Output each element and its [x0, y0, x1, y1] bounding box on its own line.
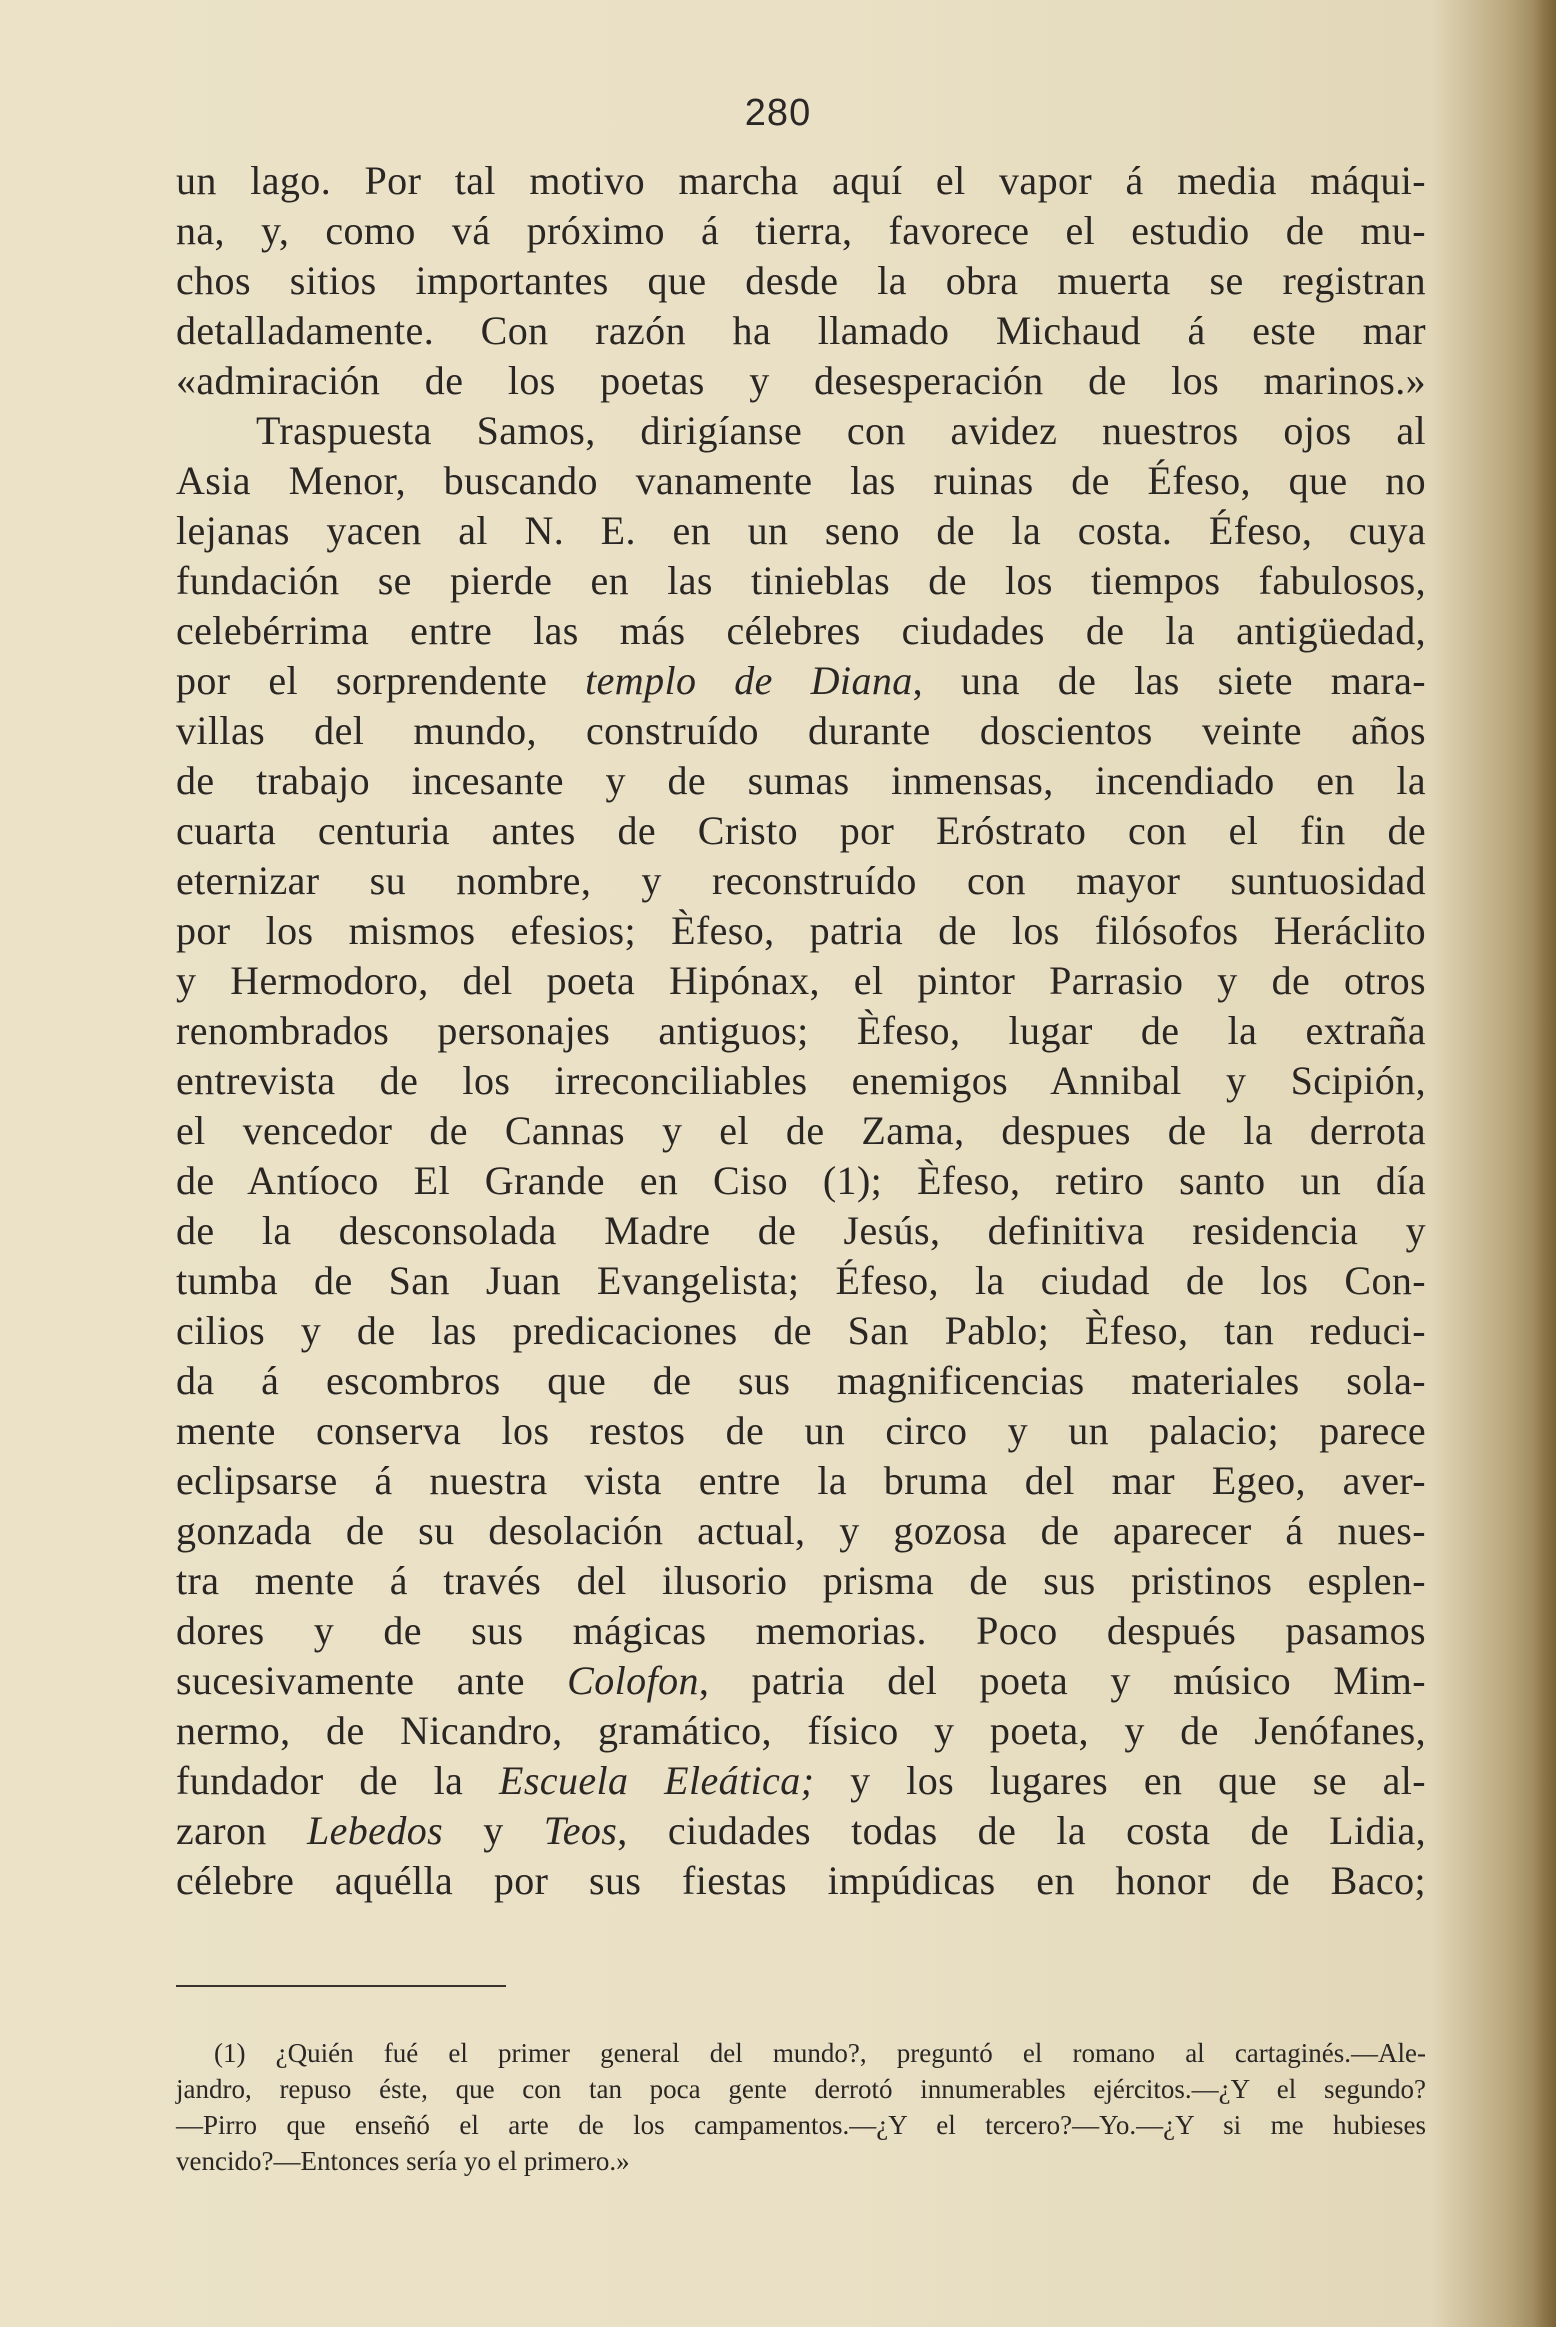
italic-term: Teos	[543, 1808, 618, 1853]
text-line: entrevista de los irreconciliables enemigos Annibal y Scipión,	[176, 1058, 1426, 1103]
text-line: de la desconsolada Madre de Jesús, definitiva residencia y	[176, 1208, 1426, 1253]
italic-term: Colofon	[567, 1658, 699, 1703]
page-number: 280	[744, 92, 812, 134]
paragraph-start-line: Traspuesta Samos, dirigíanse con avidez nuestros ojos al	[256, 408, 1426, 453]
page-edge-shadow	[1534, 0, 1556, 2327]
text-line: por los mismos efesios; Èfeso, patria de los filósofos Heráclito	[176, 908, 1426, 953]
text-line: celebérrima entre las más célebres ciudades de la antigüedad,	[176, 608, 1426, 653]
text-line: eternizar su nombre, y reconstruído con mayor suntuosidad	[176, 858, 1426, 903]
text-line: lejanas yacen al N. E. en un seno de la costa. Éfeso, cuya	[176, 508, 1426, 553]
text-line: el vencedor de Cannas y el de Zama, despues de la derrota	[176, 1108, 1426, 1153]
text-line: na, y, como vá próximo á tierra, favorece el estudio de mu-	[176, 208, 1426, 253]
text-line: da á escombros que de sus magnificencias materiales sola-	[176, 1358, 1426, 1403]
italic-term: templo de Diana	[585, 658, 913, 703]
footnote-line: (1) ¿Quién fué el primer general del mundo?, preguntó el romano al cartaginés.—Ale-	[214, 2038, 1426, 2068]
text-line: nermo, de Nicandro, gramático, físico y poeta, y de Jenófanes,	[176, 1708, 1426, 1753]
text-line: detalladamente. Con razón ha llamado Michaud á este mar	[176, 308, 1426, 353]
text-line: cuarta centuria antes de Cristo por Eróstrato con el fin de	[176, 808, 1426, 853]
text-line: cilios y de las predicaciones de San Pablo; Èfeso, tan reduci-	[176, 1308, 1426, 1353]
italic-term: Escuela Eleática;	[498, 1758, 815, 1803]
text-line: tumba de San Juan Evangelista; Éfeso, la ciudad de los Con-	[176, 1258, 1426, 1303]
text-line: gonzada de su desolación actual, y gozosa de aparecer á nues-	[176, 1508, 1426, 1553]
text-line: y Hermodoro, del poeta Hipónax, el pintor Parrasio y de otros	[176, 958, 1426, 1003]
text-line: Asia Menor, buscando vanamente las ruinas de Éfeso, que no	[176, 458, 1426, 503]
text-line: tra mente á través del ilusorio prisma de sus pristinos esplen-	[176, 1558, 1426, 1603]
footnote-line: jandro, repuso éste, que con tan poca gente derrotó innumerables ejércitos.—¿Y el segundo?	[176, 2074, 1426, 2104]
text-line: zaron Lebedos y Teos, ciudades todas de la costa de Lidia,	[176, 1808, 1426, 1853]
text-line: «admiración de los poetas y desesperación de los marinos.»	[176, 358, 1426, 403]
footnote-line: vencido?—Entonces sería yo el primero.»	[176, 2146, 630, 2176]
footnote-line: —Pirro que enseñó el arte de los campamentos.—¿Y el tercero?—Yo.—¿Y si me hubieses	[176, 2110, 1426, 2140]
text-line: de trabajo incesante y de sumas inmensas, incendiado en la	[176, 758, 1426, 803]
footnote-separator-rule	[176, 1985, 506, 1987]
text-line: eclipsarse á nuestra vista entre la bruma del mar Egeo, aver-	[176, 1458, 1426, 1503]
text-line: célebre aquélla por sus fiestas impúdicas en honor de Baco;	[176, 1858, 1426, 1903]
text-line: dores y de sus mágicas memorias. Poco después pasamos	[176, 1608, 1426, 1653]
main-text-block	[176, 156, 1426, 1906]
text-line: mente conserva los restos de un circo y un palacio; parece	[176, 1408, 1426, 1453]
text-line: renombrados personajes antiguos; Èfeso, lugar de la extraña	[176, 1008, 1426, 1053]
text-line: fundador de la Escuela Eleática; y los lugares en que se al-	[176, 1758, 1427, 1803]
text-line: un lago. Por tal motivo marcha aquí el vapor á media máqui-	[176, 158, 1426, 203]
text-line: fundación se pierde en las tinieblas de los tiempos fabulosos,	[176, 558, 1426, 603]
italic-term: Lebedos	[306, 1808, 444, 1853]
footnote-block	[176, 2035, 1426, 2179]
text-line: por el sorprendente templo de Diana, una de las siete mara-	[176, 658, 1427, 703]
text-line: villas del mundo, construído durante doscientos veinte años	[176, 708, 1426, 753]
text-line: de Antíoco El Grande en Ciso (1); Èfeso, retiro santo un día	[176, 1158, 1426, 1203]
text-line: sucesivamente ante Colofon, patria del poeta y músico Mim-	[176, 1658, 1426, 1703]
text-line: chos sitios importantes que desde la obra muerta se registran	[176, 258, 1426, 303]
